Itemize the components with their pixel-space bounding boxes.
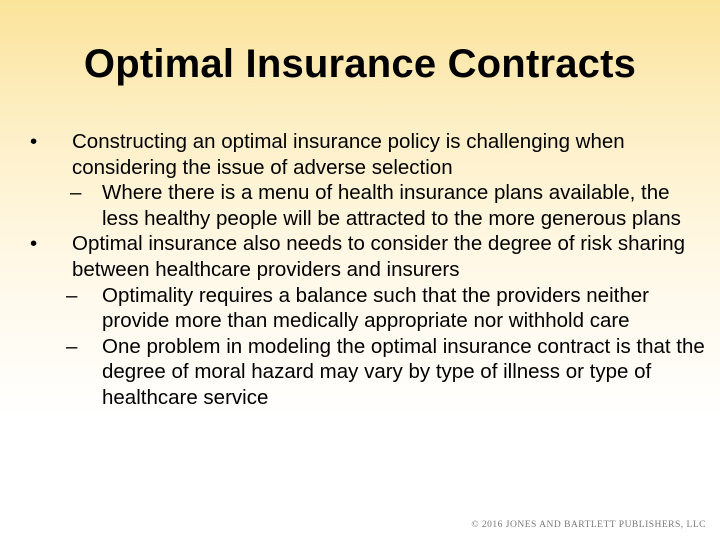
sub-bullet-text: Optimality requires a balance such that the providers neither provide more than medically appropriate nor withhold care <box>102 283 649 333</box>
sub-bullet-marker: – <box>70 181 82 205</box>
sub-bullet-item-1 <box>30 180 710 231</box>
sub-bullet-item-3 <box>30 334 710 411</box>
bullet-text: Optimal insurance also needs to consider the degree of risk sharing between healthcare providers and insurers <box>72 232 686 281</box>
slide-title: Optimal Insurance Contracts <box>83 42 637 86</box>
bullet-item-2 <box>30 231 710 282</box>
sub-bullet-marker: – <box>66 334 78 358</box>
sub-bullet-item-2 <box>30 283 710 334</box>
bullet-text: Constructing an optimal insurance policy is challenging when considering the issue of adverse selection <box>72 130 625 179</box>
sub-bullet-text: One problem in modeling the optimal insurance contract is that the degree of moral hazard may vary by type of illness or type of healthcare service <box>102 334 705 409</box>
copyright-notice: © 2016 JONES AND BARTLETT PUBLISHERS, LLC <box>471 520 706 530</box>
bullet-item-1 <box>30 129 710 180</box>
sub-bullet-marker: – <box>66 283 78 307</box>
bullet-marker: • <box>30 130 38 153</box>
bullet-marker: • <box>30 232 38 256</box>
bullet-list <box>30 129 710 411</box>
sub-bullet-text: Where there is a menu of health insurance plans available, the less healthy people will be attracted to the more generous plans <box>102 181 681 230</box>
